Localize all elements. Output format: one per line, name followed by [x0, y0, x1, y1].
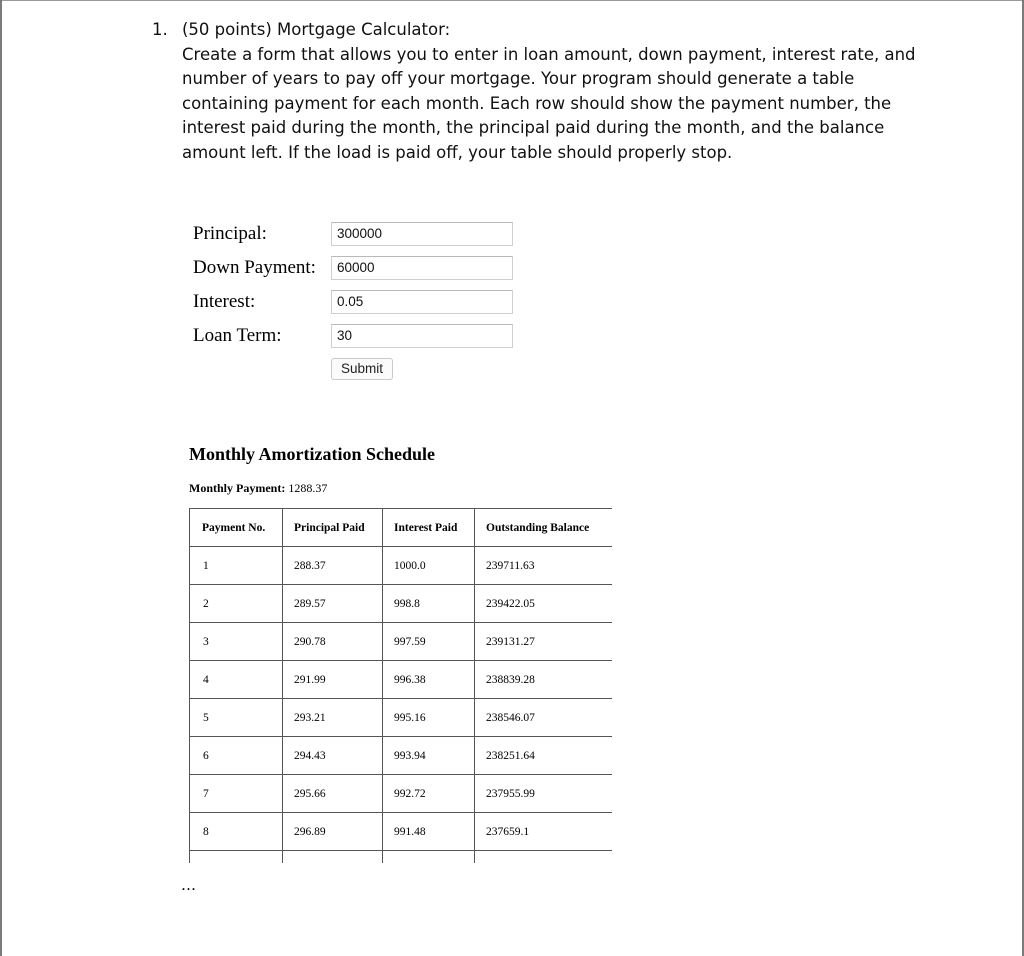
schedule-title: Monthly Amortization Schedule — [189, 444, 435, 464]
down-payment-input[interactable]: 60000 — [331, 256, 513, 280]
down-payment-label: Down Payment: — [193, 257, 316, 278]
interest-label: Interest: — [193, 291, 256, 312]
monthly-payment — [189, 480, 327, 496]
loan-term-label: Loan Term: — [193, 325, 282, 346]
question-line: amount left. If the load is paid off, your table should properly stop. — [182, 142, 733, 162]
question-number: 1. — [152, 20, 168, 39]
table-row — [190, 547, 613, 585]
principal-paid-cell: 294.43 — [283, 737, 383, 775]
payment-number-cell: 5 — [190, 699, 283, 737]
cutoff-cell — [383, 851, 475, 864]
interest-paid-cell: 995.16 — [383, 699, 475, 737]
question-line: (50 points) Mortgage Calculator: — [182, 20, 451, 39]
amortization-table — [189, 508, 612, 863]
schedule-table-container — [189, 508, 612, 863]
outstanding-balance-cell: 238839.28 — [475, 661, 613, 699]
table-row — [190, 699, 613, 737]
cutoff-cell — [190, 851, 283, 864]
interest-paid-cell: 991.48 — [383, 813, 475, 851]
principal-paid-cell: 296.89 — [283, 813, 383, 851]
principal-label: Principal: — [193, 223, 267, 244]
table-row-cutoff — [190, 851, 613, 864]
table-row — [190, 737, 613, 775]
table-row — [190, 623, 613, 661]
question-line: number of years to pay off your mortgage. Your program should generate a table — [182, 69, 855, 89]
cutoff-cell — [475, 851, 613, 864]
column-header-payment-no: Payment No. — [190, 509, 283, 547]
principal-paid-cell: 290.78 — [283, 623, 383, 661]
outstanding-balance-cell: 238546.07 — [475, 699, 613, 737]
cutoff-cell — [283, 851, 383, 864]
interest-paid-cell: 993.94 — [383, 737, 475, 775]
payment-number-cell: 6 — [190, 737, 283, 775]
payment-number-cell: 1 — [190, 547, 283, 585]
payment-number-cell: 4 — [190, 661, 283, 699]
question-line: containing payment for each month. Each row should show the payment number, the — [182, 93, 892, 113]
outstanding-balance-cell: 239711.63 — [475, 547, 613, 585]
interest-paid-cell: 996.38 — [383, 661, 475, 699]
payment-number-cell: 3 — [190, 623, 283, 661]
question-line: interest paid during the month, the principal paid during the month, and the balance — [182, 118, 885, 138]
interest-paid-cell: 1000.0 — [383, 547, 475, 585]
table-row — [190, 775, 613, 813]
monthly-payment-label: Monthly Payment: — [189, 481, 286, 495]
monthly-payment-value: 1288.37 — [288, 481, 328, 495]
question-block — [152, 18, 922, 166]
question-line: Create a form that allows you to enter in loan amount, down payment, interest rate, and — [182, 44, 916, 64]
column-header-interest-paid: Interest Paid — [383, 509, 475, 547]
principal-paid-cell: 289.57 — [283, 585, 383, 623]
table-row — [190, 585, 613, 623]
outstanding-balance-cell: 237659.1 — [475, 813, 613, 851]
outstanding-balance-cell: 239422.05 — [475, 585, 613, 623]
column-header-outstanding-balance: Outstanding Balance — [475, 509, 613, 547]
interest-paid-cell: 998.8 — [383, 585, 475, 623]
column-header-principal-paid: Principal Paid — [283, 509, 383, 547]
interest-input[interactable]: 0.05 — [331, 290, 513, 314]
interest-paid-cell: 992.72 — [383, 775, 475, 813]
table-row — [190, 661, 613, 699]
payment-number-cell: 2 — [190, 585, 283, 623]
question-body — [182, 18, 922, 166]
page-border-left — [0, 0, 2, 956]
outstanding-balance-cell: 237955.99 — [475, 775, 613, 813]
principal-input[interactable]: 300000 — [331, 222, 513, 246]
submit-button[interactable]: Submit — [331, 358, 393, 380]
table-header-row — [190, 509, 613, 547]
page-border-top — [0, 0, 1024, 1]
principal-paid-cell: 295.66 — [283, 775, 383, 813]
principal-paid-cell: 293.21 — [283, 699, 383, 737]
loan-term-input[interactable]: 30 — [331, 324, 513, 348]
outstanding-balance-cell: 239131.27 — [475, 623, 613, 661]
continuation-ellipsis: … — [181, 876, 197, 894]
interest-paid-cell: 997.59 — [383, 623, 475, 661]
table-row — [190, 813, 613, 851]
payment-number-cell: 8 — [190, 813, 283, 851]
principal-paid-cell: 288.37 — [283, 547, 383, 585]
outstanding-balance-cell: 238251.64 — [475, 737, 613, 775]
principal-paid-cell: 291.99 — [283, 661, 383, 699]
payment-number-cell: 7 — [190, 775, 283, 813]
